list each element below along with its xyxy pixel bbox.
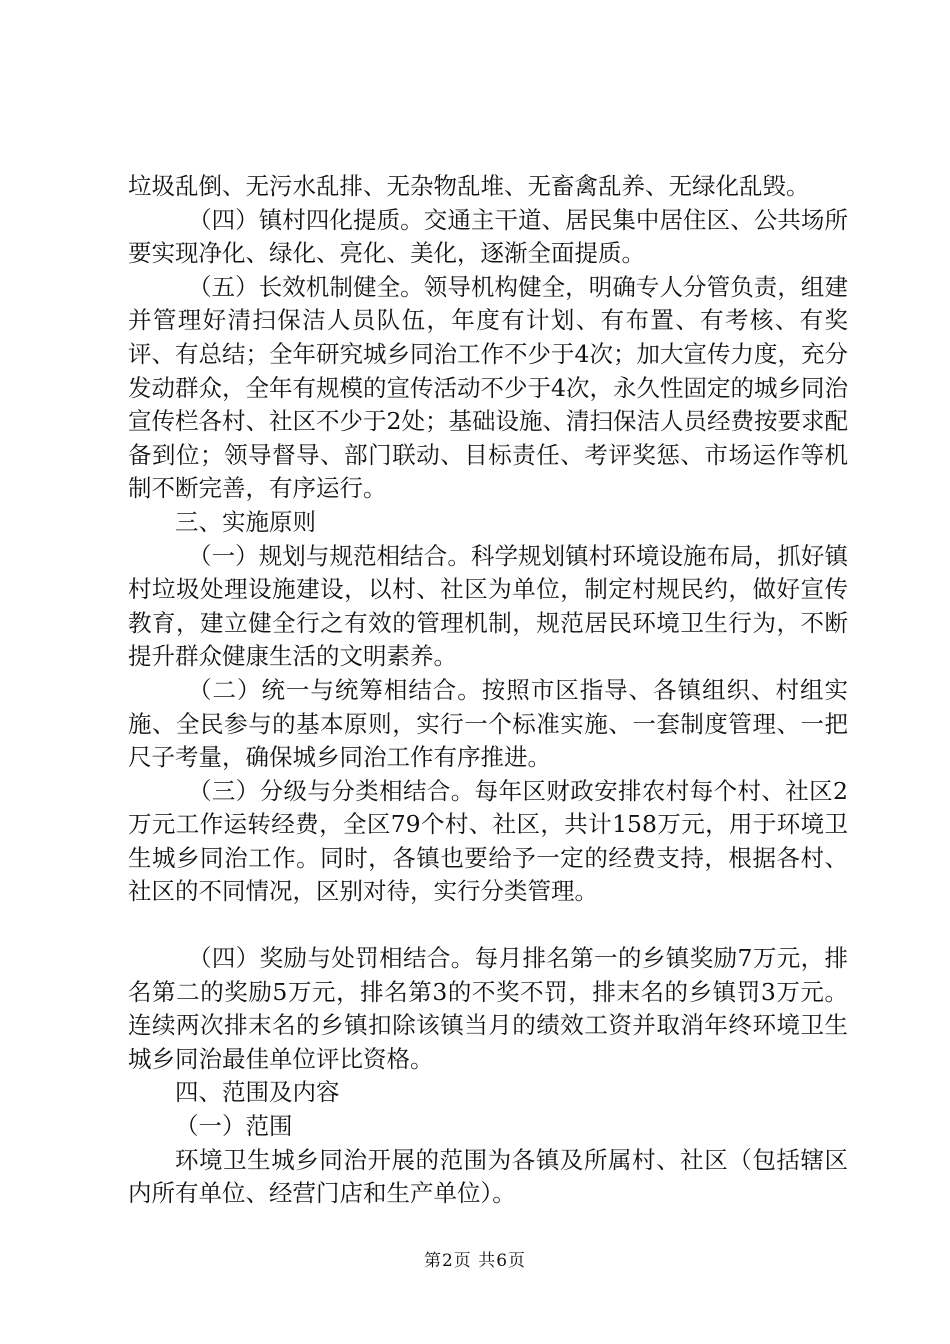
paragraph-principle-four: （四）奖励与处罚相结合。每月排名第一的乡镇奖励7万元，排名第二的奖励5万元，排名第3的不奖不罚，排末名的乡镇罚3万元。连续两次排末名的乡镇扣除该镇当月的绩效工资并取消年终环境卫生城乡同治最佳单位评比资格。 <box>128 944 848 1073</box>
paragraph-principle-three: （三）分级与分类相结合。每年区财政安排农村每个村、社区2万元工作运转经费，全区79个村、社区，共计158万元，用于环境卫生城乡同治工作。同时，各镇也要给予一定的经费支持，根据各村、社区的不同情况，区别对待，实行分类管理。 <box>128 776 848 906</box>
section-heading-principles: 三、实施原则 <box>175 507 316 536</box>
paragraph-five-mechanism: （五）长效机制健全。领导机构健全，明确专人分管负责，组建并管理好清扫保洁人员队伍，年度有计划、有布置、有考核、有奖评、有总结；全年研究城乡同治工作不少于4次；加大宣传力度，充分发动群众，全年有规模的宣传活动不少于4次，永久性固定的城乡同治宣传栏各村、社区不少于2处；基础设施、清扫保洁人员经费按要求配备到位；领导督导、部门联动、目标责任、考评奖惩、市场运作等机制不断完善，有序运行。 <box>128 272 848 503</box>
blank-line <box>128 909 848 942</box>
page-footer: 第2页 共6页 <box>423 1251 527 1271</box>
subheading-scope: （一）范围 <box>175 1112 293 1141</box>
section-heading-scope: 四、范围及内容 <box>175 1078 340 1107</box>
paragraph-four-upgrade: （四）镇村四化提质。交通主干道、居民集中居住区、公共场所要实现净化、绿化、亮化、美化，逐渐全面提质。 <box>128 205 848 268</box>
paragraph-principle-two: （二）统一与统筹相结合。按照市区指导、各镇组织、村组实施、全民参与的基本原则，实行一个标准实施、一套制度管理、一把尺子考量，确保城乡同治工作有序推进。 <box>128 675 848 772</box>
paragraph-continued: 垃圾乱倒、无污水乱排、无杂物乱堆、无畜禽乱养、无绿化乱毁。 <box>128 172 810 200</box>
paragraph-scope: 环境卫生城乡同治开展的范围为各镇及所属村、社区（包括辖区内所有单位、经营门店和生产单位）。 <box>128 1145 848 1208</box>
document-body <box>128 170 848 1211</box>
paragraph-principle-one: （一）规划与规范相结合。科学规划镇村环境设施布局，抓好镇村垃圾处理设施建设，以村、社区为单位，制定村规民约，做好宣传教育，建立健全行之有效的管理机制，规范居民环境卫生行为，不断提升群众健康生活的文明素养。 <box>128 541 848 671</box>
